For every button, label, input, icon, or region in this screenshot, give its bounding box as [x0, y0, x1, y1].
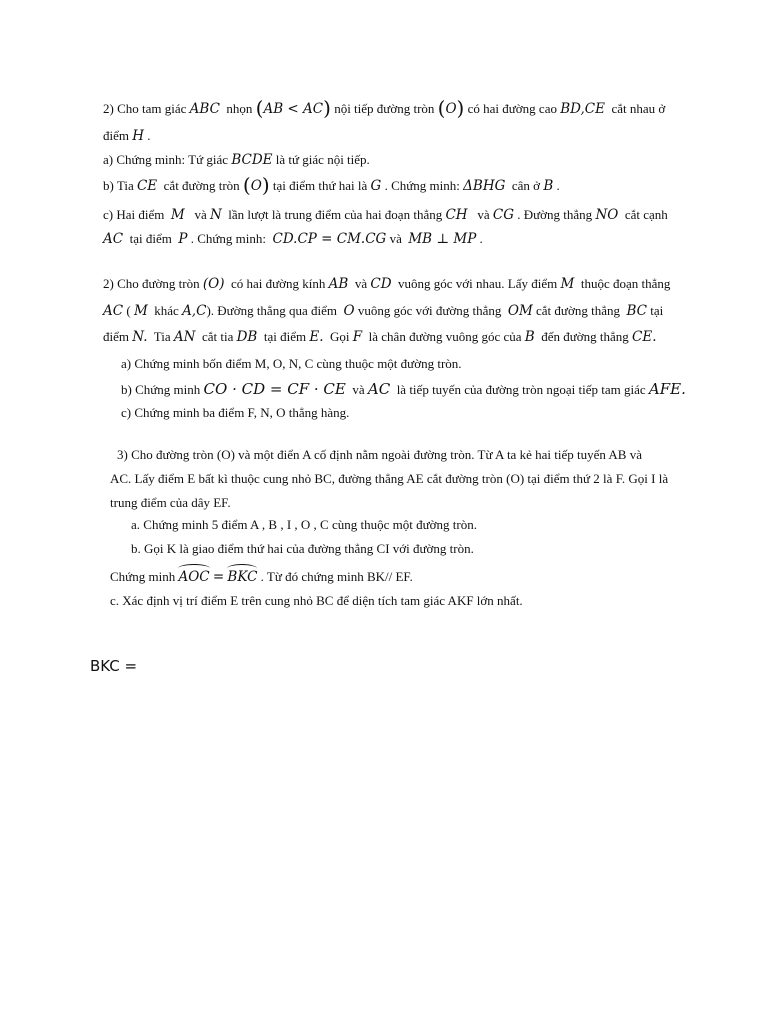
p3-part-c: c. Xác định vị trí điểm E trên cung nhỏ BC để diện tích tam giác AKF lớn nhất. [110, 593, 523, 608]
p3-line-1: 3) Cho đường tròn (O) và một điển A cố định nằm ngoài đường tròn. Từ A ta kẻ hai tiếp tuyến AB và [117, 447, 642, 462]
p1-part-c: c) Hai điểm M và N lần lượt là trung điểm của hai đoạn thẳng CH và CG . Đường thẳng NO cắt cạnh [103, 207, 668, 223]
arc-bkc: BKC [227, 569, 258, 585]
p1-part-a: a) Chứng minh: Tứ giác BCDE là tứ giác nội tiếp. [103, 152, 370, 168]
p3-prove-line: Chứng minh AOC = BKC . Từ đó chứng minh BK// EF. [110, 569, 413, 585]
arc-aoc: AOC [178, 569, 210, 585]
p2-part-a: a) Chứng minh bốn điểm M, O, N, C cùng thuộc một đường tròn. [121, 356, 462, 371]
p2-part-b: b) Chứng minh CO · CD = CF · CE và AC là tiếp tuyến của đường tròn ngoại tiếp tam giác AFE. [121, 380, 686, 398]
p2-line-2: AC ( M khác A,C). Đường thẳng qua điểm O vuông góc với đường thẳng OM cắt đường thẳng BC tại [103, 303, 664, 319]
p2-line-3: điểm N. Tia AN cắt tia DB tại điểm E. Gọi F là chân đường vuông góc của B đến đường thẳng CE. [103, 329, 657, 345]
p1-part-c-cont: AC tại điểm P . Chứng minh: CD.CP = CM.CG và MB ⊥ MP . [103, 231, 483, 247]
p3-line-3: trung điểm của dây EF. [110, 495, 231, 510]
p1-part-b: b) Tia CE cắt đường tròn (O) tại điểm thứ hai là G . Chứng minh: ΔBHG cân ở B . [103, 173, 560, 197]
p2-part-c: c) Chứng minh ba điểm F, N, O thẳng hàng. [121, 405, 350, 420]
p2-line-1: 2) Cho đường tròn (O) có hai đường kính AB và CD vuông góc với nhau. Lấy điểm M thuộc đoạn thẳng [103, 276, 671, 292]
p3-part-b: b. Gọi K là giao điểm thứ hai của đường thẳng CI với đường tròn. [131, 541, 474, 556]
p1-line-1: 2) Cho tam giác ABC nhọn (AB < AC) nội tiếp đường tròn (O) có hai đường cao BD,CE cắt nhau ở [103, 96, 666, 120]
p1-line-2: điểm H . [103, 128, 151, 144]
typed-text[interactable]: BKC = [90, 657, 138, 675]
p3-line-2: AC. Lấy điểm E bất kì thuộc cung nhỏ BC, đường thẳng AE cắt đường tròn (O) tại điểm thứ 2 là F. Gọi I là [110, 471, 669, 486]
p3-part-a: a. Chứng minh 5 điểm A , B , I , O , C cùng thuộc một đường tròn. [131, 517, 477, 532]
